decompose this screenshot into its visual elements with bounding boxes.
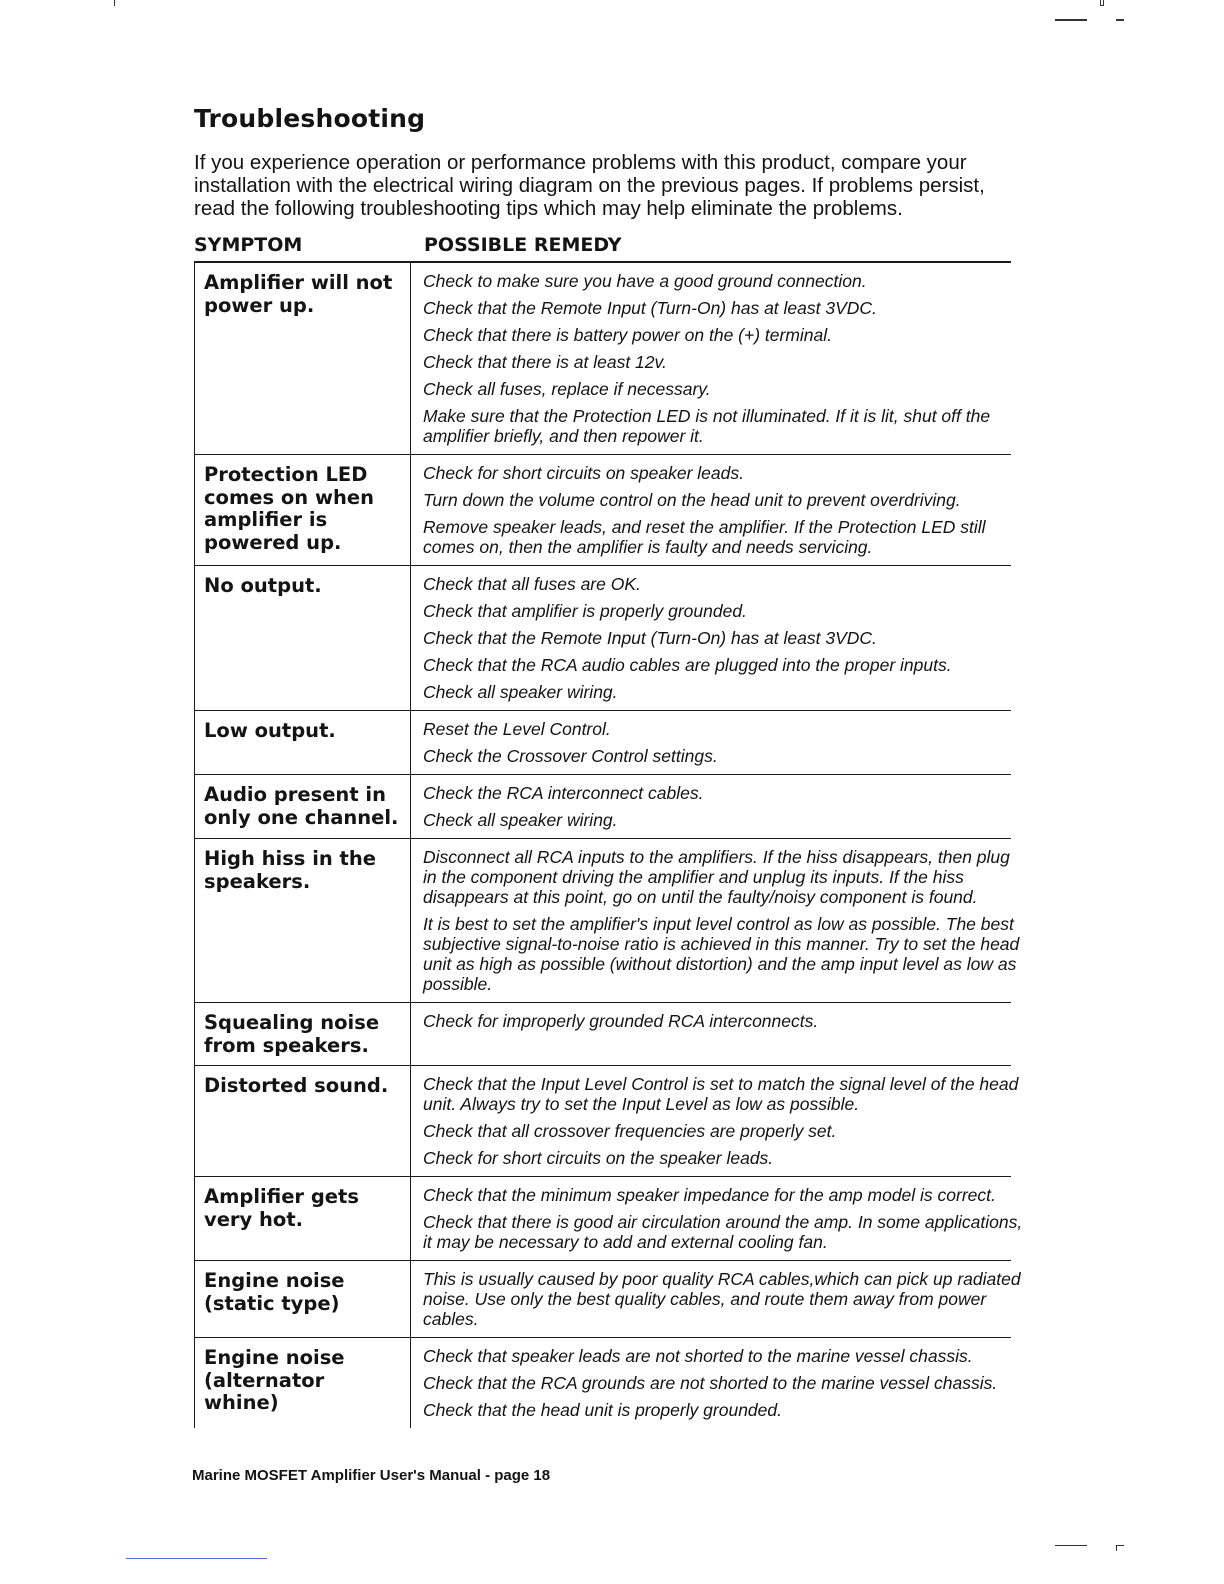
symptom-cell: Low output. — [194, 711, 411, 774]
table-row — [194, 711, 1011, 775]
crop-mark — [1100, 0, 1104, 6]
table-row — [194, 1338, 1011, 1428]
symptom-cell: High hiss in the speakers. — [194, 839, 411, 1002]
remedy-item: Check that the Remote Input (Turn-On) has at least 3VDC. — [423, 298, 877, 318]
remedy-item: Check that there is good air circulation around the amp. In some applications, it may be necessary to add and external cooling fan. — [423, 1212, 1023, 1252]
remedy-item: Check that speaker leads are not shorted to the marine vessel chassis. — [423, 1346, 973, 1366]
crop-mark — [114, 0, 115, 6]
troubleshooting-table — [194, 261, 1023, 1428]
remedy-column-header: POSSIBLE REMEDY — [424, 234, 622, 256]
remedy-cell — [411, 263, 1025, 454]
remedy-item: Check that all crossover frequencies are properly set. — [423, 1121, 837, 1141]
crop-mark — [1055, 1545, 1087, 1546]
remedy-cell — [411, 711, 1025, 774]
table-row — [194, 775, 1011, 839]
remedy-cell — [411, 566, 1025, 710]
symptom-cell: No output. — [194, 566, 411, 710]
remedy-item: Check that all fuses are OK. — [423, 574, 641, 594]
symptom-cell: Protection LED comes on when amplifier is powered up. — [194, 455, 411, 565]
crop-mark — [1116, 1545, 1117, 1551]
remedy-item: Disconnect all RCA inputs to the amplifiers. If the hiss disappears, then plug in the component driving the amplifier and unplug its inputs. If the hiss disappears at this point, go on until the faulty/noisy component is found. — [423, 847, 1010, 907]
remedy-item: Check the Crossover Control settings. — [423, 746, 718, 766]
symptom-cell: Distorted sound. — [194, 1066, 411, 1176]
table-row — [194, 1066, 1019, 1177]
remedy-cell — [411, 1003, 1025, 1065]
page-title: Troubleshooting — [194, 104, 426, 133]
remedy-cell — [411, 1177, 1025, 1260]
remedy-cell — [411, 1338, 1025, 1428]
remedy-item: Check that the Input Level Control is set to match the signal level of the head unit. Always try to set the Input Level as low as possible. — [423, 1074, 1019, 1114]
remedy-cell — [411, 839, 1025, 1002]
remedy-item: Check that the Remote Input (Turn-On) has at least 3VDC. — [423, 628, 877, 648]
remedy-item: It is best to set the amplifier's input level control as low as possible. The best subjective signal-to-noise ratio is achieved in this manner. Try to set the head unit as high as possible (without distortion) and the amp input level as low as possible. — [423, 914, 1020, 994]
scan-edge-line — [126, 1558, 267, 1559]
remedy-item: Check that amplifier is properly grounded. — [423, 601, 747, 621]
remedy-item: Check all fuses, replace if necessary. — [423, 379, 711, 399]
table-row — [194, 1177, 1023, 1261]
table-row — [194, 839, 1020, 1003]
symptom-cell: Amplifier gets very hot. — [194, 1177, 411, 1260]
remedy-item: Check for improperly grounded RCA interconnects. — [423, 1011, 819, 1031]
remedy-item: Check to make sure you have a good ground connection. — [423, 271, 867, 291]
remedy-item: Check that the minimum speaker impedance for the amp model is correct. — [423, 1185, 996, 1205]
symptom-cell: Engine noise (static type) — [194, 1261, 411, 1337]
remedy-cell — [411, 1261, 1025, 1337]
remedy-item: Check that there is at least 12v. — [423, 352, 667, 372]
remedy-item: Check all speaker wiring. — [423, 682, 618, 702]
remedy-item: Reset the Level Control. — [423, 719, 611, 739]
symptom-cell: Amplifier will not power up. — [194, 263, 411, 454]
remedy-item: This is usually caused by poor quality RCA cables,which can pick up radiated noise. Use only the best quality cables, and route them away from power cables. — [423, 1269, 1021, 1329]
symptom-cell: Audio present in only one channel. — [194, 775, 411, 838]
symptom-column-header: SYMPTOM — [194, 234, 303, 256]
symptom-cell: Squealing noise from speakers. — [194, 1003, 411, 1065]
remedy-item: Check for short circuits on speaker leads. — [423, 463, 744, 483]
remedy-item: Remove speaker leads, and reset the amplifier. If the Protection LED still comes on, then the amplifier is faulty and needs servicing. — [423, 517, 986, 557]
table-row — [194, 1261, 1021, 1338]
table-row — [194, 1003, 1011, 1066]
remedy-item: Check that the RCA audio cables are plugged into the proper inputs. — [423, 655, 952, 675]
remedy-item: Check the RCA interconnect cables. — [423, 783, 704, 803]
remedy-item: Turn down the volume control on the head unit to prevent overdriving. — [423, 490, 961, 510]
remedy-item: Make sure that the Protection LED is not illuminated. If it is lit, shut off the amplifier briefly, and then repower it. — [423, 406, 991, 446]
crop-mark — [1116, 19, 1124, 21]
crop-mark — [1116, 1545, 1124, 1546]
intro-paragraph: If you experience operation or performance problems with this product, compare your installation with the electrical wiring diagram on the previous pages. If problems persist, read the following troubleshooting tips which may help eliminate the problems. — [194, 151, 985, 220]
remedy-cell — [411, 1066, 1025, 1176]
remedy-cell — [411, 775, 1025, 838]
symptom-cell: Engine noise (alternator whine) — [194, 1338, 411, 1428]
remedy-item: Check that the RCA grounds are not shorted to the marine vessel chassis. — [423, 1373, 998, 1393]
remedy-item: Check that the head unit is properly grounded. — [423, 1400, 782, 1420]
page-footer: Marine MOSFET Amplifier User's Manual - page 18 — [192, 1467, 551, 1484]
remedy-cell — [411, 455, 1025, 565]
table-row — [194, 263, 1011, 455]
remedy-item: Check for short circuits on the speaker leads. — [423, 1148, 774, 1168]
remedy-item: Check that there is battery power on the (+) terminal. — [423, 325, 833, 345]
table-row — [194, 455, 1011, 566]
table-row — [194, 566, 1011, 711]
crop-mark — [1055, 19, 1087, 21]
remedy-item: Check all speaker wiring. — [423, 810, 618, 830]
